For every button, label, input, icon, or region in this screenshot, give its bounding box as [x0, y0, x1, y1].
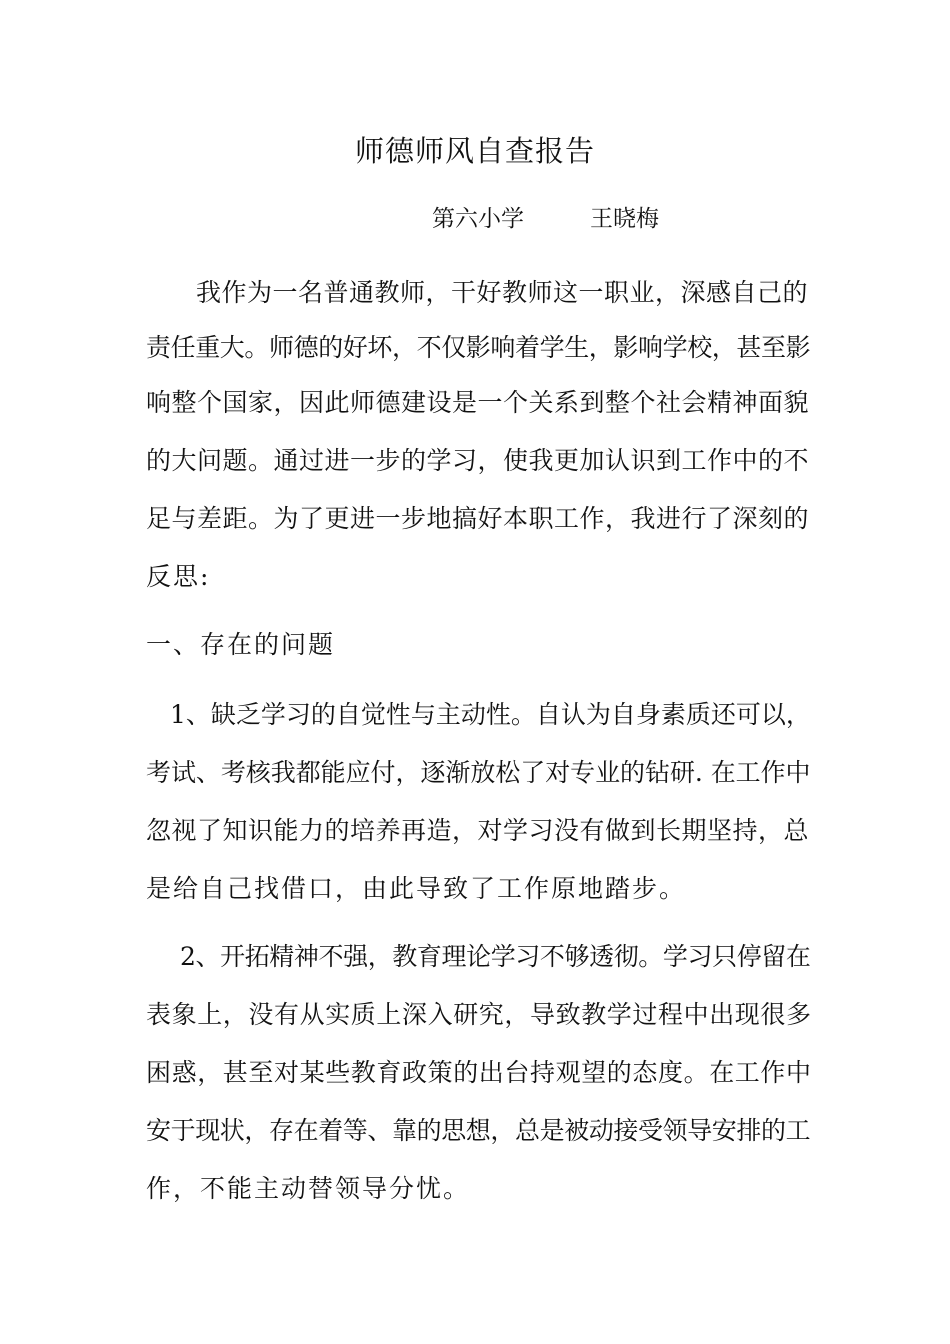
- author-name: 王晓梅: [590, 206, 659, 232]
- item2-line: 表象上，没有从实质上深入研究，导致教学过程中出现很多: [146, 1000, 812, 1029]
- section-heading: 一、存在的问题: [146, 630, 336, 659]
- school-name: 第六小学: [432, 206, 524, 232]
- item1-line: 是给自己找借口，由此导致了工作原地踏步。: [146, 874, 687, 903]
- intro-line: 我作为一名普通教师，干好教师这一职业，深感自己的: [196, 278, 809, 307]
- byline: [432, 201, 659, 237]
- item1-line: 忽视了知识能力的培养再造，对学习没有做到长期坚持，总: [146, 816, 810, 845]
- document-title: 师德师风自查报告: [354, 134, 595, 168]
- item2-line: 困惑，甚至对某些教育政策的出台持观望的态度。在工作中: [146, 1058, 812, 1087]
- item2-line: 作，不能主动替领导分忧。: [146, 1174, 471, 1203]
- intro-line: 响整个国家，因此师德建设是一个关系到整个社会精神面貌: [146, 388, 810, 417]
- intro-line: 的大问题。通过进一步的学习，使我更加认识到工作中的不: [146, 446, 810, 475]
- intro-line: 足与差距。为了更进一步地搞好本职工作，我进行了深刻的: [146, 504, 810, 533]
- intro-line: 责任重大。师德的好坏，不仅影响着学生，影响学校，甚至影: [146, 333, 811, 362]
- item1-line: 考试、考核我都能应付，逐渐放松了对专业的钻研. 在工作中: [146, 758, 811, 787]
- intro-line: 反思:: [146, 562, 211, 591]
- item1-line: 1、缺乏学习的自觉性与主动性。自认为自身素质还可以，: [170, 700, 811, 729]
- item2-line: 2、开拓精神不强，教育理论学习不够透彻。学习只停留在: [180, 942, 811, 971]
- item2-line: 安于现状，存在着等、靠的思想，总是被动接受领导安排的工: [146, 1116, 811, 1145]
